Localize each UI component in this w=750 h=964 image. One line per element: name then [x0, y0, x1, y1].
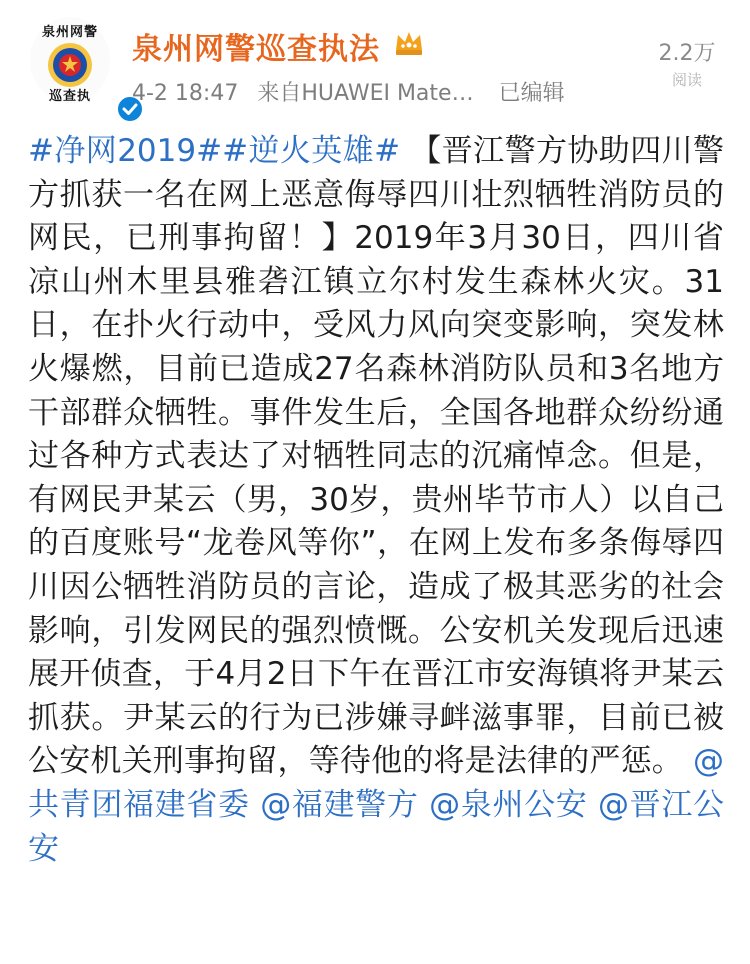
read-count-label: 阅读 [671, 71, 702, 89]
avatar-bottom-text: 巡查执 [48, 89, 91, 104]
post-header [0, 0, 750, 120]
post-body [28, 130, 724, 871]
post-source: 来自HUAWEI Mate… [257, 81, 474, 106]
post-meta [132, 76, 577, 107]
mention-gongqingtuan[interactable]: @共青团福建省委 [28, 743, 724, 823]
vip-crown-icon [394, 28, 424, 56]
police-emblem-icon [46, 41, 94, 89]
author-name[interactable]: 泉州网警巡查执法 [132, 32, 380, 67]
mention-jinjiang-police[interactable]: @晋江公安 [28, 786, 725, 867]
edited-label[interactable]: 已编辑 [498, 81, 565, 106]
topic-link-nihuo[interactable]: #逆火英雄# [222, 133, 401, 169]
avatar[interactable] [30, 17, 110, 103]
topic-link-jingwang[interactable]: #净网2019# [28, 133, 223, 169]
mention-fujian-police[interactable]: @福建警方 [260, 786, 419, 823]
post-text: 【晋江警方协助四川警方抓获一名在网上恶意侮辱四川壮烈牺牲消防员的网民，已刑事拘留！】2019年3月30日，四川省凉山州木里县雅砻江镇立尔村发生森林火灾。31日，在扑火行动中，受风力风向突变影响，突发林火爆燃，目前已造成27名森林消防队员和3名地方干部群众牺牲。事件发生后，全国各地群众纷纷通过各种方式表达了对牺牲同志的沉痛悼念。但是，有网民尹某云（男，30岁，贵州毕节市人）以自己的百度账号“龙卷风等你”，在网上发布多条侮辱四川因公牺牲消防员的言论，造成了极其恶劣的社会影响，引发网民的强烈愤慨。公安机关发现后迅速展开侦查，于4月2日下午在晋江市安海镇将尹某云抓获。尹某云的行为已涉嫌寻衅滋事罪，目前已被公安机关刑事拘留，等待他的将是法律的严惩。 [28, 133, 725, 780]
avatar-top-text: 泉州网警 [41, 25, 98, 40]
mention-quanzhou-police[interactable]: @泉州公安 [429, 786, 588, 823]
post-time: 4-2 18:47 [132, 81, 239, 106]
read-count [652, 36, 722, 90]
read-count-number: 2.2万 [658, 41, 716, 66]
